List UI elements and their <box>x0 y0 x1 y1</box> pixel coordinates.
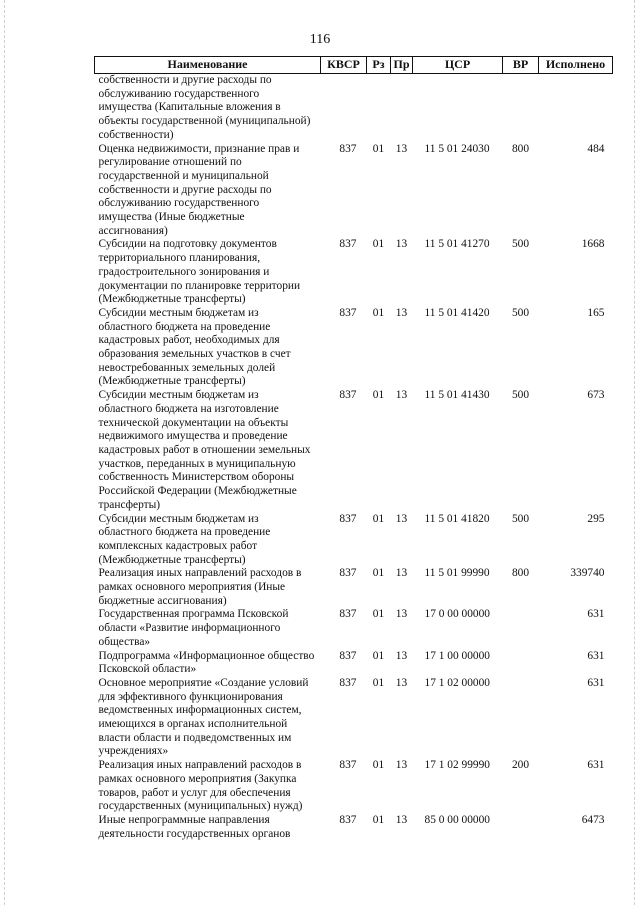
header-pr: Пр <box>391 57 413 74</box>
cell-vr: 200 <box>511 759 530 772</box>
cell-rz: 01 <box>372 759 385 772</box>
scan-edge-right <box>634 0 635 905</box>
cell-kvsr: 837 <box>339 389 357 402</box>
cell-isp <box>539 74 613 143</box>
cell-csr: 11 5 01 41430 <box>424 389 490 402</box>
table-row <box>95 143 613 239</box>
cell-vr: 800 <box>511 567 530 580</box>
cell-name: Субсидии на подготовку документов территориального планирования, градостроительного зонирования и документации по планировке территории (Межбюджетные трансферты) <box>98 238 301 306</box>
cell-kvsr: 837 <box>339 759 357 772</box>
table-body <box>95 74 613 842</box>
cell-kvsr: 837 <box>339 649 357 662</box>
header-rz: Рз <box>367 57 391 74</box>
cell-kvsr <box>321 74 367 143</box>
cell-kvsr: 837 <box>339 238 357 251</box>
cell-pr: 13 <box>395 813 408 826</box>
cell-pr: 13 <box>395 142 408 155</box>
cell-vr <box>503 814 539 841</box>
cell-kvsr: 837 <box>339 306 357 319</box>
cell-vr <box>503 650 539 677</box>
cell-csr: 11 5 01 41270 <box>424 238 490 251</box>
cell-name: Субсидии местным бюджетам из областного бюджета на проведение кадастровых работ, необходимых для образования земельных участков в счет невостребованных земельных долей (Межбюджетные трансферты) <box>98 306 291 388</box>
cell-csr: 11 5 01 24030 <box>424 142 490 155</box>
cell-pr: 13 <box>395 608 408 621</box>
cell-kvsr: 837 <box>339 676 357 689</box>
cell-vr: 500 <box>511 512 530 525</box>
table-row <box>95 759 613 814</box>
cell-vr <box>503 608 539 649</box>
table-row <box>95 513 613 568</box>
cell-isp: 6473 <box>581 813 605 826</box>
cell-rz: 01 <box>372 813 385 826</box>
cell-rz: 01 <box>372 649 385 662</box>
table-row <box>95 567 613 608</box>
table-row <box>95 238 613 307</box>
cell-csr: 17 1 00 00000 <box>424 649 490 662</box>
table-row <box>95 677 613 759</box>
header-vr: ВР <box>503 57 539 74</box>
cell-rz: 01 <box>372 238 385 251</box>
cell-kvsr: 837 <box>339 813 357 826</box>
cell-kvsr: 837 <box>339 608 357 621</box>
header-name: Наименование <box>95 57 321 74</box>
cell-csr <box>413 74 503 143</box>
page-number: 116 <box>309 32 331 47</box>
header-isp: Исполнено <box>539 57 613 74</box>
cell-isp: 484 <box>587 142 605 155</box>
cell-name: собственности и другие расходы по обслуживанию государственного имущества (Капитальные вложения в объекты государственной (муниципальной) собственности) <box>98 74 311 141</box>
scan-edge-left <box>4 0 5 905</box>
cell-rz: 01 <box>372 676 385 689</box>
cell-csr: 17 1 02 00000 <box>424 676 490 689</box>
table-row <box>95 608 613 649</box>
cell-csr: 11 5 01 41420 <box>424 306 490 319</box>
cell-csr: 85 0 00 00000 <box>424 813 490 826</box>
cell-name: Реализация иных направлений расходов в рамках основного мероприятия (Закупка товаров, работ и услуг для обеспечения государственных (муниципальных) нужд) <box>98 759 303 813</box>
cell-isp: 631 <box>587 759 605 772</box>
cell-isp: 1668 <box>581 238 605 251</box>
cell-isp: 339740 <box>570 567 605 580</box>
cell-pr: 13 <box>395 567 408 580</box>
cell-name: Иные непрограммные направления деятельности государственных органов <box>98 813 291 840</box>
cell-name: Государственная программа Псковской области «Развитие информационного общества» <box>98 608 289 648</box>
cell-csr: 17 1 02 99990 <box>424 759 490 772</box>
table-row <box>95 389 613 512</box>
cell-isp: 631 <box>587 649 605 662</box>
cell-vr: 500 <box>511 389 530 402</box>
cell-vr: 800 <box>511 142 530 155</box>
cell-name: Субсидии местным бюджетам из областного бюджета на изготовление технической документации на объекты недвижимого имущества и проведение кадастровых работ в отношении земельных участков, переданных в муниципальную собственность Министерством обороны Российской Федерации (Межбюджетные трансферты) <box>98 389 311 511</box>
cell-pr <box>391 74 413 143</box>
cell-rz: 01 <box>372 389 385 402</box>
header-csr: ЦСР <box>413 57 503 74</box>
cell-pr: 13 <box>395 759 408 772</box>
table-row <box>95 814 613 841</box>
cell-csr: 11 5 01 41820 <box>424 512 490 525</box>
cell-isp: 165 <box>587 306 605 319</box>
cell-pr: 13 <box>395 389 408 402</box>
expenditure-table <box>94 56 613 841</box>
cell-pr: 13 <box>395 676 408 689</box>
cell-kvsr: 837 <box>339 567 357 580</box>
header-kvsr: КВСР <box>321 57 367 74</box>
cell-rz: 01 <box>372 512 385 525</box>
cell-pr: 13 <box>395 512 408 525</box>
cell-rz: 01 <box>372 306 385 319</box>
cell-name: Подпрограмма «Информационное общество Псковской области» <box>98 649 315 676</box>
cell-pr: 13 <box>395 306 408 319</box>
cell-isp: 631 <box>587 676 605 689</box>
cell-name: Субсидии местным бюджетам из областного бюджета на проведение комплексных кадастровых работ (Межбюджетные трансферты) <box>98 512 271 566</box>
cell-rz <box>367 74 391 143</box>
table-row <box>95 650 613 677</box>
cell-name: Основное мероприятие «Создание условий для эффективного функционирования ведомственных информационных систем, имеющихся в органах исполнительной власти области и подведомственных им учреждениях» <box>98 676 309 758</box>
cell-name: Оценка недвижимости, признание прав и регулирование отношений по государственной и муниципальной собственности и другие расходы по обслуживанию государственного имущества (Иные бюджетные ассигнования) <box>98 142 300 237</box>
cell-csr: 17 0 00 00000 <box>424 608 490 621</box>
cell-vr: 500 <box>511 306 530 319</box>
cell-kvsr: 837 <box>339 512 357 525</box>
cell-rz: 01 <box>372 567 385 580</box>
cell-pr: 13 <box>395 649 408 662</box>
table-header-row <box>95 57 613 74</box>
cell-vr <box>503 74 539 143</box>
cell-kvsr: 837 <box>339 142 357 155</box>
cell-pr: 13 <box>395 238 408 251</box>
cell-name: Реализация иных направлений расходов в рамках основного мероприятия (Иные бюджетные ассигнования) <box>98 567 302 607</box>
cell-csr: 11 5 01 99990 <box>424 567 490 580</box>
cell-rz: 01 <box>372 608 385 621</box>
cell-rz: 01 <box>372 142 385 155</box>
table-row <box>95 307 613 389</box>
table-row <box>95 74 613 143</box>
cell-isp: 295 <box>587 512 605 525</box>
cell-isp: 631 <box>587 608 605 621</box>
cell-vr <box>503 677 539 759</box>
cell-vr: 500 <box>511 238 530 251</box>
cell-isp: 673 <box>587 389 605 402</box>
